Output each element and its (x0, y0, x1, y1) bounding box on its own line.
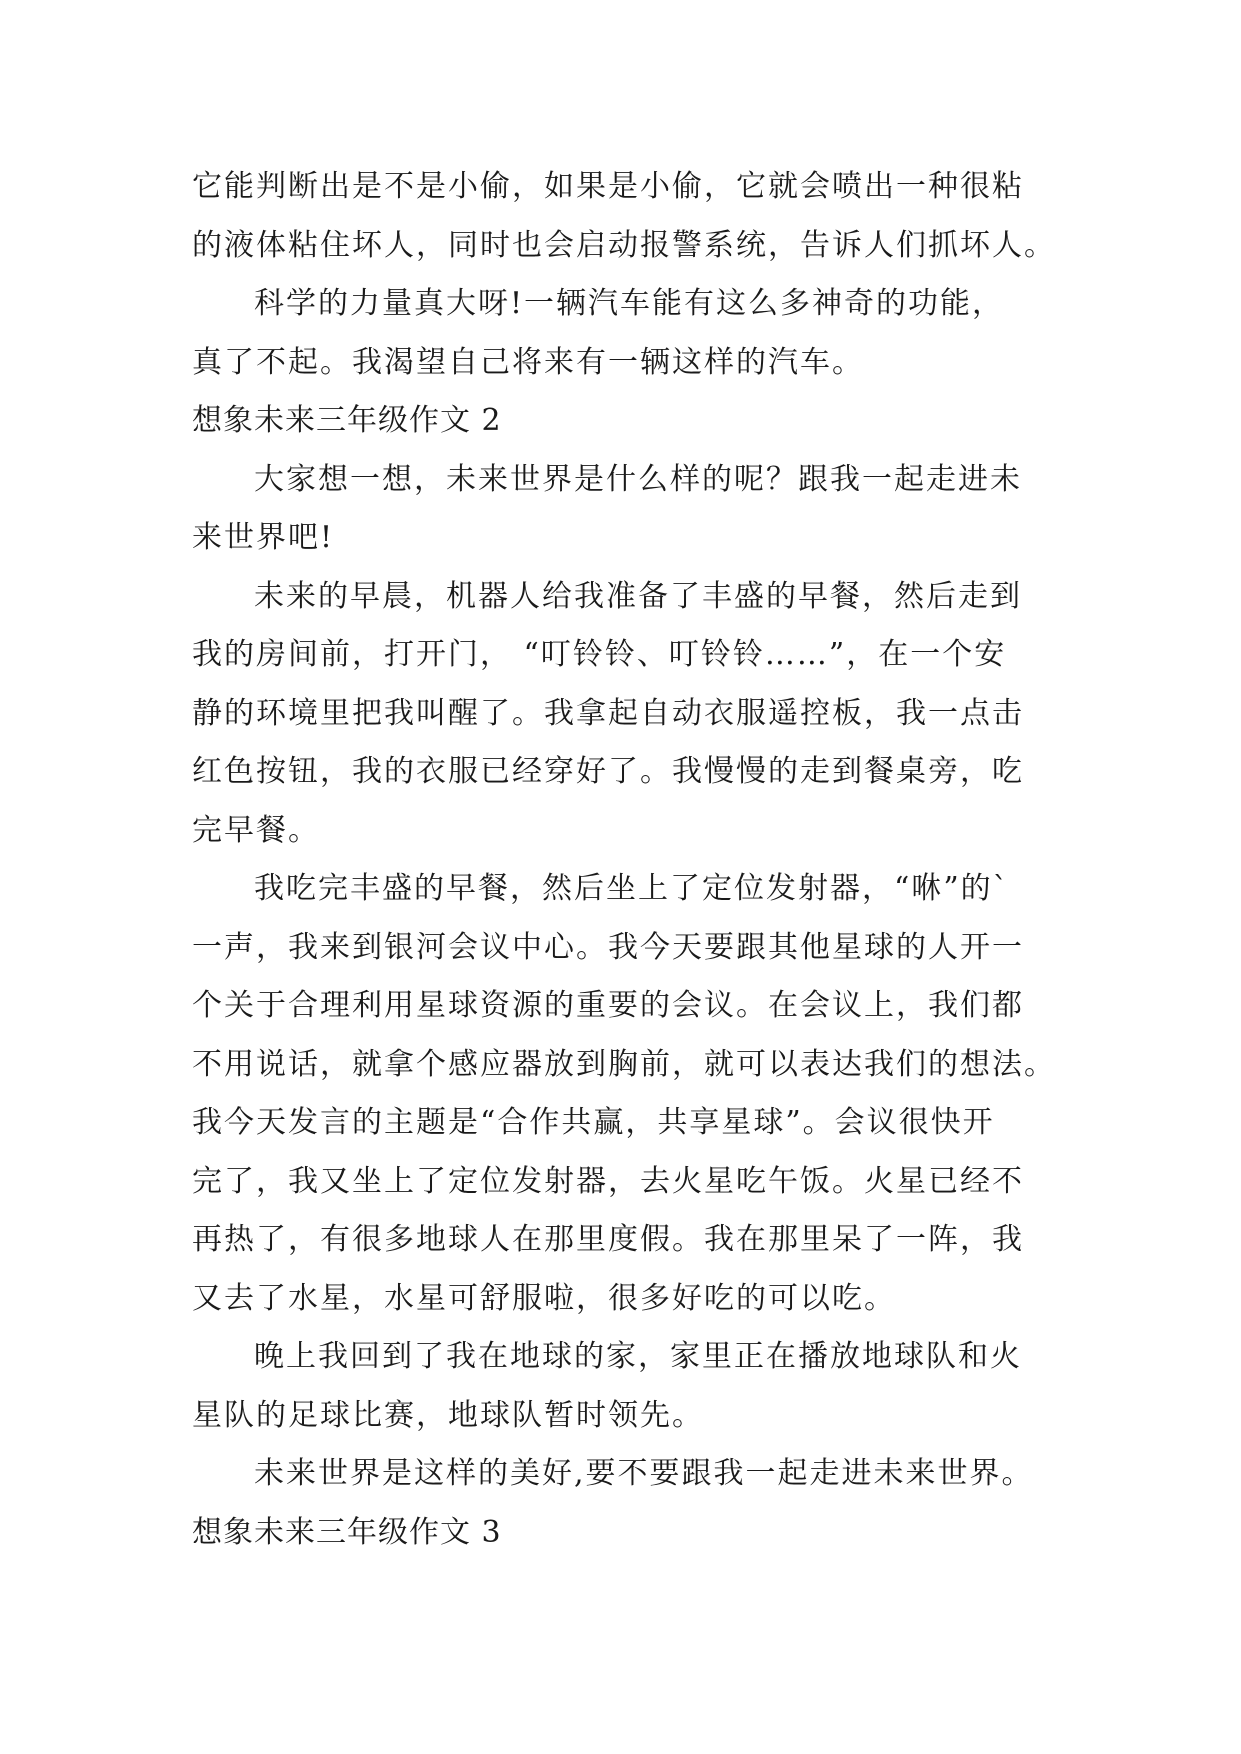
section-heading: 想象未来三年级作文 3 (192, 1514, 502, 1550)
text-line: 晚上我回到了我在地球的家，家里正在播放地球队和火 (254, 1339, 1022, 1374)
text-line: 未来的早晨，机器人给我准备了丰盛的早餐，然后走到 (254, 578, 1022, 614)
text-line: 科学的力量真大呀!一辆汽车能有这么多神奇的功能， (254, 286, 1005, 321)
text-line: 我今天发言的主题是“合作共赢，共享星球”。会议很快开 (192, 1105, 995, 1140)
text-line: 我吃完丰盛的早餐，然后坐上了定位发射器，“咻”的` (254, 871, 1010, 906)
text-line: 一声，我来到银河会议中心。我今天要跟其他星球的人开一 (192, 929, 1024, 965)
text-line: 静的环境里把我叫醒了。我拿起自动衣服遥控板，我一点击 (192, 695, 1024, 731)
text-line: 的液体粘住坏人，同时也会启动报警系统，告诉人们抓坏人。 (192, 227, 1056, 263)
text-line: 个关于合理利用星球资源的重要的会议。在会议上，我们都 (192, 988, 1024, 1023)
text-line: 再热了，有很多地球人在那里度假。我在那里呆了一阵，我 (192, 1222, 1024, 1257)
text-line: 真了不起。我渴望自己将来有一辆这样的汽车。 (192, 344, 864, 380)
text-line: 它能判断出是不是小偷，如果是小偷，它就会喷出一种很粘 (192, 169, 1024, 204)
section-heading: 想象未来三年级作文 2 (192, 403, 502, 438)
article-body (192, 158, 1072, 1562)
text-line: 未来世界是这样的美好,要不要跟我一起走进未来世界。 (254, 1456, 1034, 1491)
text-line: 完了，我又坐上了定位发射器，去火星吃午饭。火星已经不 (192, 1163, 1024, 1199)
text-line: 红色按钮，我的衣服已经穿好了。我慢慢的走到餐桌旁，吃 (192, 754, 1024, 789)
text-line: 不用说话，就拿个感应器放到胸前，就可以表达我们的想法。 (192, 1046, 1056, 1082)
text-line: 星队的足球比赛，地球队暂时领先。 (192, 1397, 704, 1433)
text-line: 大家想一想，未来世界是什么样的呢？跟我一起走进未 (254, 461, 1022, 497)
text-line: 完早餐。 (192, 812, 320, 848)
text-line: 来世界吧! (192, 520, 335, 555)
text-line: 我的房间前，打开门， “叮铃铃、叮铃铃……”，在一个安 (192, 637, 1007, 672)
text-line: 又去了水星，水星可舒服啦，很多好吃的可以吃。 (192, 1280, 896, 1316)
